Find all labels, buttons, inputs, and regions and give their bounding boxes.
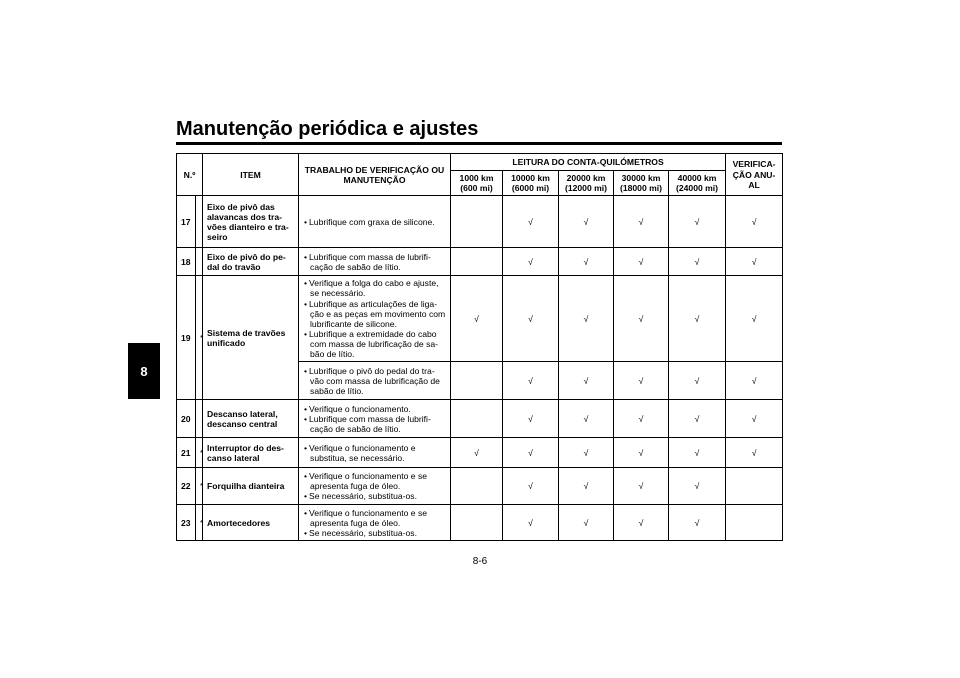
dealer-mark: * [196, 276, 203, 400]
check-mark: √ [669, 505, 726, 541]
table-row [177, 196, 783, 248]
task-list [303, 508, 446, 538]
task-list [303, 278, 446, 359]
check-mark: √ [559, 400, 614, 438]
task-list [303, 404, 446, 434]
header-odometer: LEITURA DO CONTA-QUILÓMETROS [451, 154, 726, 171]
empty-cell [451, 505, 503, 541]
dealer-mark [196, 196, 203, 248]
task-item: • Lubrifique com massa de lubrifi-cação de sabão de lítio. [303, 252, 446, 272]
check-mark: √ [726, 438, 783, 468]
row-work [299, 505, 451, 541]
check-mark: √ [669, 400, 726, 438]
check-mark: √ [726, 276, 783, 362]
header-number: N.º [177, 154, 203, 196]
check-mark: √ [614, 196, 669, 248]
task-item: • Lubrifique com graxa de silicone. [303, 217, 446, 227]
task-item: • Verifique o funcionamento e se apresenta fuga de óleo. [303, 471, 446, 491]
check-mark: √ [559, 468, 614, 505]
task-item: • Se necessário, substitua-os. [303, 491, 446, 501]
row-number: 17 [177, 196, 196, 248]
dealer-mark: * [196, 468, 203, 505]
table-row [177, 400, 783, 438]
table-row [177, 248, 783, 276]
header-annual-check: VERIFICA-ÇÃO ANU-AL [726, 154, 783, 196]
row-work [299, 468, 451, 505]
check-mark: √ [503, 196, 559, 248]
table-row [177, 468, 783, 505]
check-mark: √ [726, 196, 783, 248]
task-item: • Lubrifique com massa de lubrifi-cação de sabão de lítio. [303, 414, 446, 434]
table-row [177, 505, 783, 541]
row-number: 22 [177, 468, 196, 505]
task-item: • Verifique o funcionamento e se apresenta fuga de óleo. [303, 508, 446, 528]
task-list [303, 217, 446, 227]
task-list [303, 443, 446, 463]
check-mark: √ [503, 362, 559, 400]
check-mark: √ [726, 400, 783, 438]
maintenance-table [176, 153, 783, 541]
check-mark: √ [669, 438, 726, 468]
check-mark: √ [559, 196, 614, 248]
row-work [299, 248, 451, 276]
row-work [299, 400, 451, 438]
row-item: Eixo de pivô do pe-dal do travão [203, 248, 299, 276]
check-mark: √ [669, 196, 726, 248]
empty-cell [451, 400, 503, 438]
check-mark: √ [503, 505, 559, 541]
row-work [299, 438, 451, 468]
chapter-tab: 8 [128, 343, 160, 399]
table-row [177, 438, 783, 468]
row-item: Descanso lateral, descanso central [203, 400, 299, 438]
empty-cell [451, 468, 503, 505]
check-mark: √ [669, 248, 726, 276]
row-number: 19 [177, 276, 196, 400]
empty-cell [451, 196, 503, 248]
header-interval-2: 10000 km (6000 mi) [503, 171, 559, 196]
row-item: Sistema de travões unificado [203, 276, 299, 400]
check-mark: √ [559, 505, 614, 541]
task-item: • Lubrifique o pivô do pedal do tra-vão com massa de lubrificação de sabão de lítio. [303, 366, 446, 396]
row-number: 20 [177, 400, 196, 438]
check-mark: √ [614, 248, 669, 276]
row-item: Amortecedores [203, 505, 299, 541]
check-mark: √ [669, 362, 726, 400]
check-mark: √ [669, 276, 726, 362]
task-list [303, 366, 446, 396]
row-work [299, 276, 451, 362]
header-work: TRABALHO DE VERIFICAÇÃO OU MANUTENÇÃO [299, 154, 451, 196]
row-item: Eixo de pivô das alavancas dos tra-vões dianteiro e tra-seiro [203, 196, 299, 248]
check-mark: √ [614, 438, 669, 468]
header-interval-1: 1000 km (600 mi) [451, 171, 503, 196]
page-number: 8-6 [472, 556, 488, 567]
row-item: Interruptor do des-canso lateral [203, 438, 299, 468]
row-number: 18 [177, 248, 196, 276]
check-mark: √ [614, 400, 669, 438]
page-title: Manutenção periódica e ajustes [176, 118, 479, 140]
check-mark: √ [614, 362, 669, 400]
check-mark: √ [503, 276, 559, 362]
check-mark: √ [726, 248, 783, 276]
task-item: • Verifique o funcionamento. [303, 404, 446, 414]
dealer-mark [196, 400, 203, 438]
check-mark: √ [614, 468, 669, 505]
dealer-mark [196, 248, 203, 276]
check-mark: √ [614, 505, 669, 541]
task-list [303, 471, 446, 501]
task-item: • Verifique a folga do cabo e ajuste, se necessário. [303, 278, 446, 298]
empty-cell [451, 362, 503, 400]
dealer-mark: * [196, 438, 203, 468]
header-interval-4: 30000 km (18000 mi) [614, 171, 669, 196]
empty-cell [726, 505, 783, 541]
empty-cell [726, 468, 783, 505]
check-mark: √ [559, 276, 614, 362]
task-item: • Lubrifique as articulações de liga-ção e as peças em movimento com lubrificante de silicone. [303, 299, 446, 329]
check-mark: √ [451, 276, 503, 362]
dealer-mark: * [196, 505, 203, 541]
row-work [299, 196, 451, 248]
check-mark: √ [451, 438, 503, 468]
task-list [303, 252, 446, 272]
check-mark: √ [503, 468, 559, 505]
check-mark: √ [559, 248, 614, 276]
header-item: ITEM [203, 154, 299, 196]
header-interval-3: 20000 km (12000 mi) [559, 171, 614, 196]
header-interval-5: 40000 km (24000 mi) [669, 171, 726, 196]
check-mark: √ [503, 248, 559, 276]
empty-cell [451, 248, 503, 276]
row-number: 21 [177, 438, 196, 468]
row-work [299, 362, 451, 400]
check-mark: √ [726, 362, 783, 400]
check-mark: √ [559, 438, 614, 468]
title-divider [176, 142, 782, 145]
check-mark: √ [503, 438, 559, 468]
check-mark: √ [559, 362, 614, 400]
task-item: • Se necessário, substitua-os. [303, 528, 446, 538]
row-item: Forquilha dianteira [203, 468, 299, 505]
row-number: 23 [177, 505, 196, 541]
check-mark: √ [669, 468, 726, 505]
task-item: • Lubrifique a extremidade do cabo com massa de lubrificação de sa-bão de lítio. [303, 329, 446, 359]
table-row [177, 276, 783, 362]
task-item: • Verifique o funcionamento e substitua, se necessário. [303, 443, 446, 463]
check-mark: √ [614, 276, 669, 362]
check-mark: √ [503, 400, 559, 438]
